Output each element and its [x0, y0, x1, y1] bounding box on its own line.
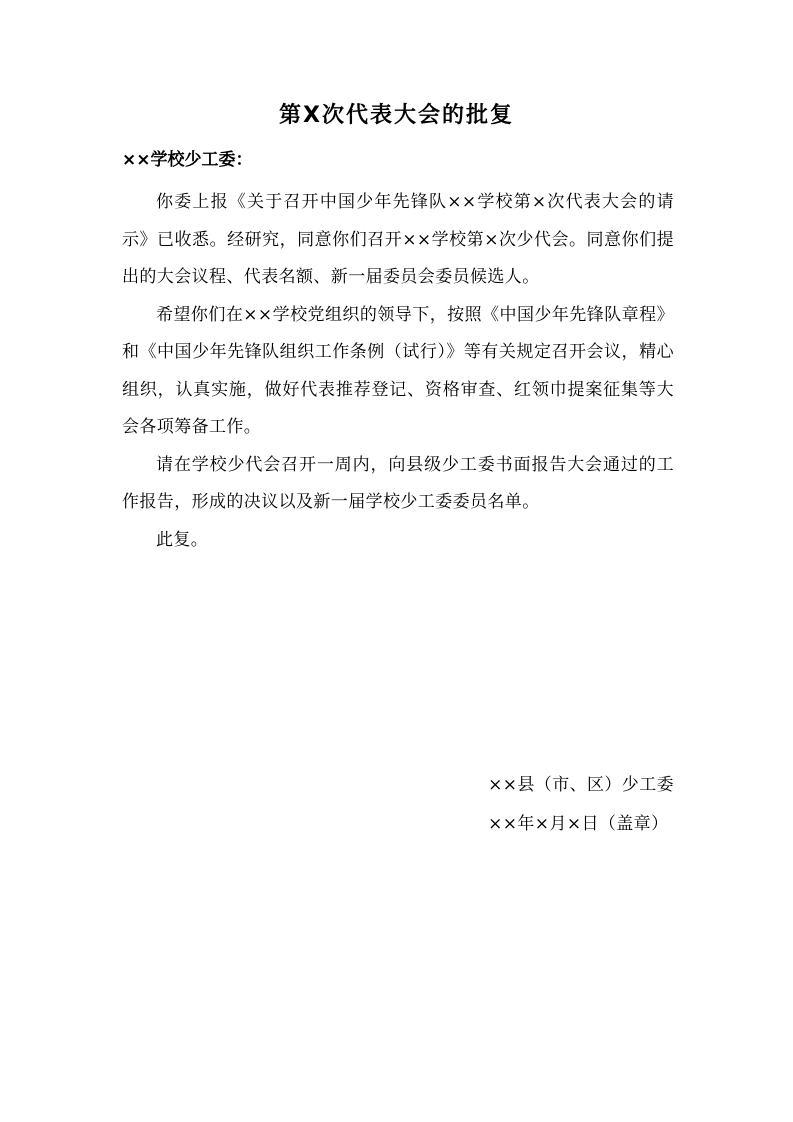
document-body	[122, 184, 674, 559]
issuer-name: ××县（市、区）少工委	[488, 775, 674, 795]
paragraph-guidance: 希望你们在××学校党组织的领导下，按照《中国少年先锋队章程》和《中国少年先锋队组织工作条例（试行）》等有关规定召开会议，精心组织，认真实施，做好代表推荐登记、资格审查、红领巾提案征集等大会各项筹备工作。	[122, 304, 674, 437]
document-title: 第X次代表大会的批复	[279, 103, 514, 128]
paragraph-closing: 此复。	[156, 529, 209, 550]
paragraph-report-request: 请在学校少代会召开一周内，向县级少工委书面报告大会通过的工作报告，形成的决议以及新一届学校少工委委员名单。	[122, 454, 674, 512]
issue-date: ××年×月×日（盖章）	[488, 814, 669, 834]
paragraph-approval: 你委上报《关于召开中国少年先锋队××学校第×次代表大会的请示》已收悉。经研究，同意你们召开××学校第×次少代会。同意你们提出的大会议程、代表名额、新一届委员会委员候选人。	[122, 192, 674, 287]
signature-block	[488, 766, 674, 844]
salutation: ××学校少工委：	[122, 150, 253, 170]
